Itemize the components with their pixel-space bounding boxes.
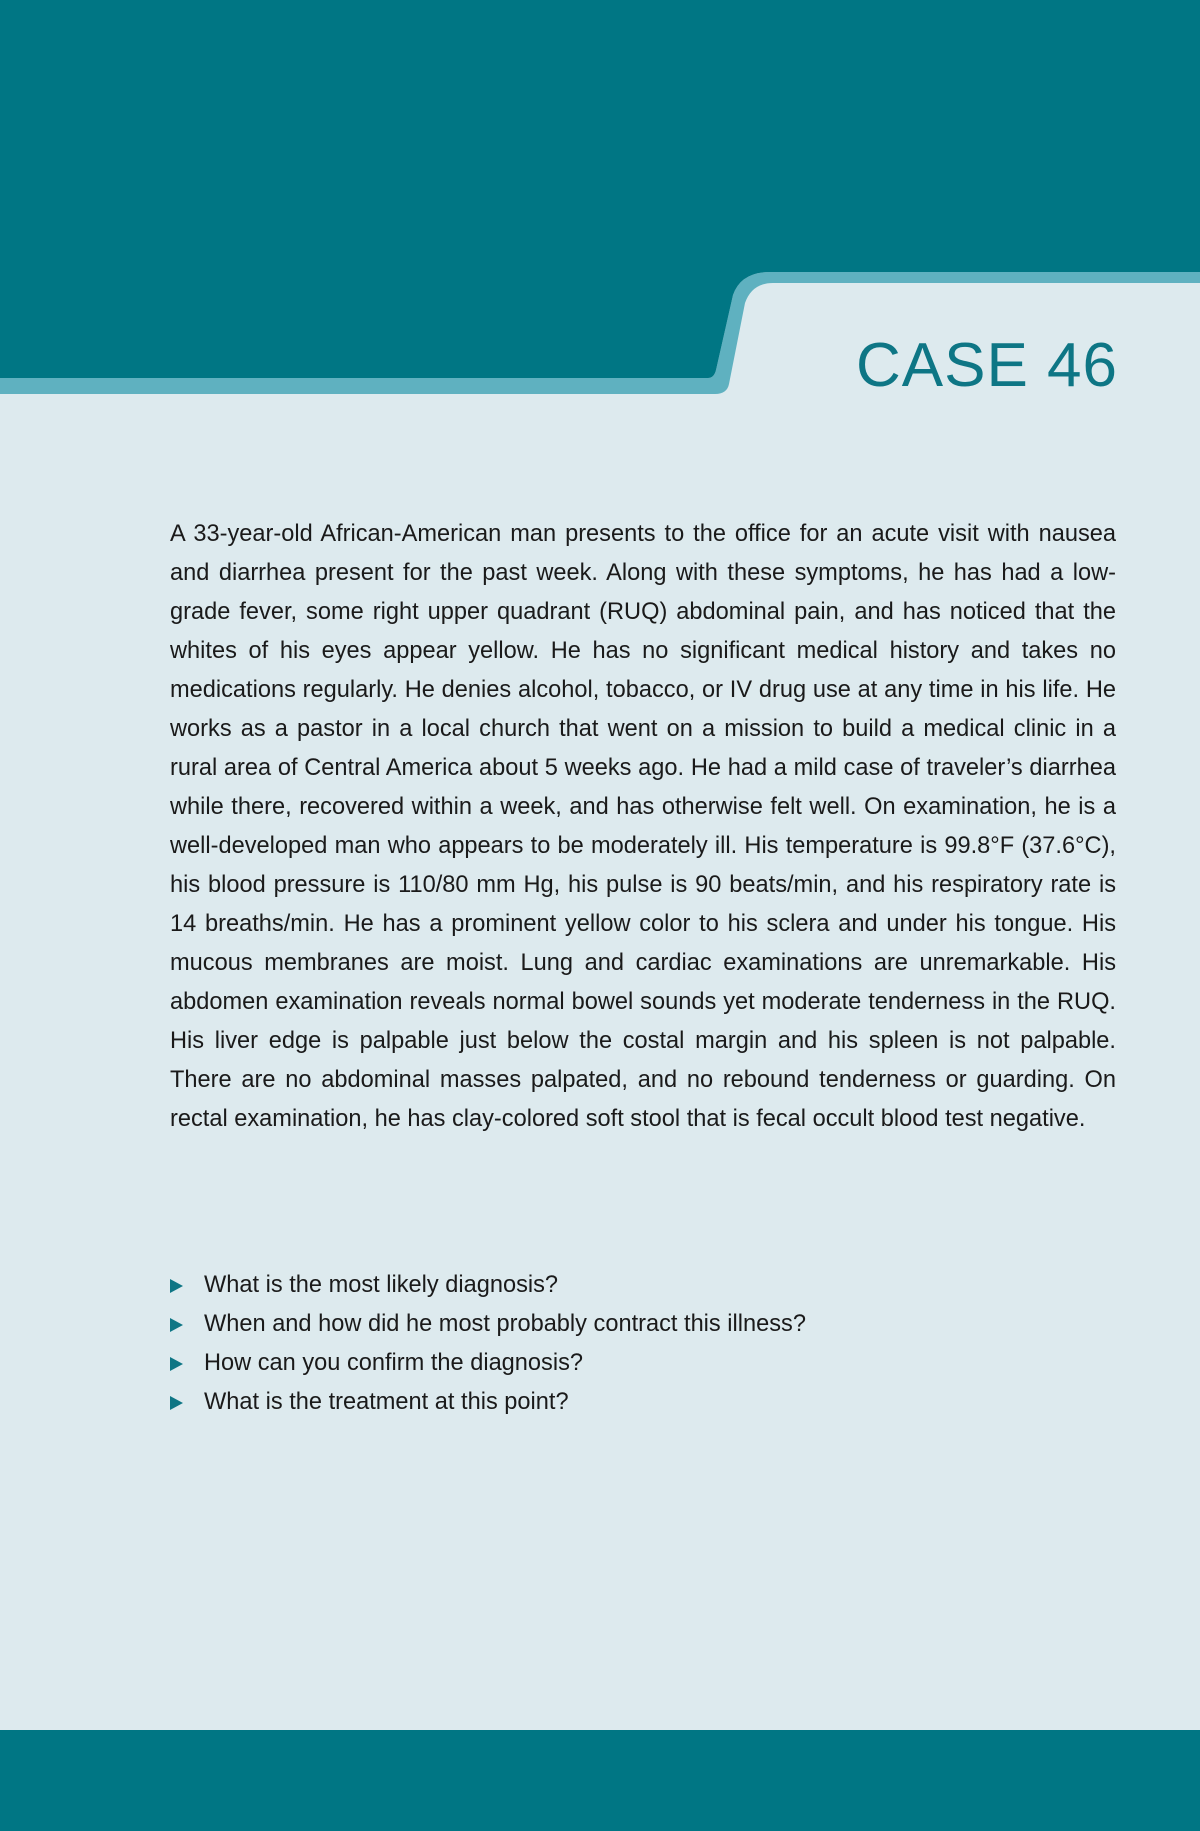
question-item xyxy=(170,1266,1116,1305)
triangle-bullet-icon xyxy=(170,1279,183,1293)
question-item xyxy=(170,1344,1116,1383)
question-text: What is the most likely diagnosis? xyxy=(204,1272,559,1298)
triangle-bullet-icon xyxy=(170,1357,183,1371)
question-item xyxy=(170,1383,1116,1422)
question-list xyxy=(170,1266,1116,1422)
question-text: When and how did he most probably contract this illness? xyxy=(204,1311,806,1337)
triangle-bullet-icon xyxy=(170,1318,183,1332)
header-teal-block xyxy=(0,0,1200,378)
question-item xyxy=(170,1305,1116,1344)
case-vignette: A 33-year-old African-American man presents to the office for an acute visit with nausea and diarrhea present for the past week. Along with these symptoms, he has had a low-grade fever, some right upper quadrant (RUQ) abdominal pain, and has noticed that the whites of his eyes appear yellow. He has no significant medical history and takes no medications regularly. He denies alcohol, tobacco, or IV drug use at any time in his life. He works as a pastor in a local church that went on a mission to build a medical clinic in a rural area of Central America about 5 weeks ago. He had a mild case of traveler’s diarrhea while there, recovered within a week, and has otherwise felt well. On examination, he is a well-developed man who appears to be moderately ill. His temperature is 99.8°F (37.6°C), his blood pressure is 110/80 mm Hg, his pulse is 90 beats/min, and his respiratory rate is 14 breaths/min. He has a prominent yellow color to his sclera and under his tongue. His mucous membranes are moist. Lung and cardiac examinations are unremarkable. His abdomen examination reveals normal bowel sounds yet moderate tenderness in the RUQ. His liver edge is palpable just below the costal margin and his spleen is not palpable. There are no abdominal masses palpated, and no rebound tenderness or guarding. On rectal examination, he has clay-colored soft stool that is fecal occult blood test negative. xyxy=(170,521,1116,1132)
footer-bar xyxy=(0,1730,1200,1831)
question-text: What is the treatment at this point? xyxy=(204,1389,569,1415)
question-text: How can you confirm the diagnosis? xyxy=(204,1350,584,1376)
triangle-bullet-icon xyxy=(170,1396,183,1410)
case-title: CASE 46 xyxy=(855,331,1118,400)
